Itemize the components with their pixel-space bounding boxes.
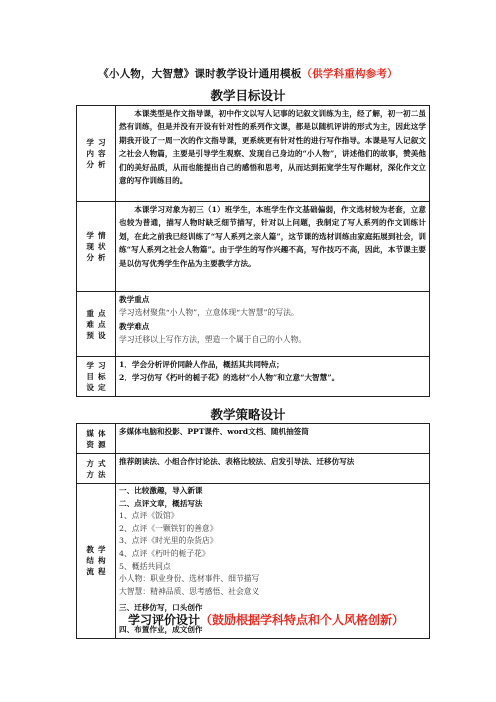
row-media [77, 424, 430, 454]
section-title-strategy: 教学策略设计 [210, 407, 286, 422]
text-learner-analysis: 本课学习对象为初三（1）班学生，本班学生作文基础偏弱，作文选材较为老套，立意也较为普通，描写人物时缺乏细节描写，针对以上问题，我制定了写人系列的作文训练计划，在此之前我已经训练了“写人系列之亲人篇”，这节课的选材训练由家庭拓展到社会，训练“写人系列之社会人物篇”。由于学生的写作兴趣不高，写作技巧不高，因此，本节课主要是以仿写优秀学生作品为主要教学方法。 [116, 202, 430, 292]
row-content-analysis [77, 106, 430, 202]
row-learning-goals [77, 357, 430, 397]
difficult-point-title: 教学难点 [119, 321, 150, 331]
step-2: 二、点评文章，概括写法 [119, 498, 203, 508]
row-learner-analysis [77, 202, 430, 292]
strategy-table [76, 423, 430, 639]
label-content-analysis: 学习内容分析 [77, 106, 116, 202]
cell-key-difficult [116, 292, 430, 357]
row-methods [77, 454, 430, 484]
summary-small-people: 小人物：职业身份、选材事件、细节描写 [119, 574, 260, 584]
goal-item: 2．学习仿写《朽叶的栀子花》的选材“小人物”和立意“大智慧”。 [119, 373, 340, 383]
evaluation-title-paren: （鼓励根据学科特点和个人风格创新） [200, 613, 405, 627]
summary-big-wisdom: 大智慧：精神品质、思考感悟、社会意义 [119, 586, 260, 596]
title-paren: （供学科重构参考） [301, 68, 398, 80]
section-title-evaluation [128, 611, 404, 628]
label-key-difficult: 重点难点预设 [77, 292, 116, 357]
text-methods: 推荐朗读法、小组合作讨论法、表格比较法、启发引导法、迁移仿写法 [116, 454, 430, 484]
row-key-difficult [77, 292, 430, 357]
evaluation-title-main: 学习评价设计 [128, 613, 201, 627]
title-main: 《小人物，大智慧》课时教学设计通用模板 [98, 68, 302, 80]
step-1: 一、比较激趣，导入新课 [119, 486, 203, 495]
label-structure: 教学结构流程 [77, 484, 116, 639]
section-title-goals: 教学目标设计 [210, 88, 286, 103]
sub-step: 3、点评《时光里的杂货店》 [119, 536, 218, 546]
text-media: 多媒体电脑和投影、PPT课件、word文档、随机抽签筒 [116, 424, 430, 454]
key-point-title: 教学重点 [119, 295, 150, 304]
label-learner-analysis: 学情现状分析 [77, 202, 116, 292]
sub-step: 1、点评《饭馆》 [119, 511, 179, 521]
difficult-point-text: 学习迁移以上写作方法，塑造一个属于自己的小人物。 [119, 335, 307, 345]
label-methods: 方式方法 [77, 454, 116, 484]
cell-learning-goals [116, 357, 430, 397]
label-media: 媒体资源 [77, 424, 116, 454]
page-title [0, 66, 496, 81]
step-3: 三、迁移仿写，口头创作 [119, 603, 203, 613]
step-4: 四、布置作业，成文创作 [119, 624, 203, 634]
label-learning-goals: 学习目标设定 [77, 357, 116, 397]
sub-step: 5、概括共同点 [119, 561, 171, 571]
goal-item: 1．学会分析评价同龄人作品，概括其共同特点； [119, 360, 284, 369]
text-content-analysis: 本课类型是作文指导课，初中作文以写人记事的记叙文训练为主，经了解，初一初二虽然有训练，但是并没有开设有针对性的系列作文课，都是以随机评讲的形式为主，因此这学期我开设了一周一次的作文指导课，更系统更有针对性的进行写作指导。本课是写人记叙文之社会人物篇，主要是引导学生观察、发现自己身边的“小人物”，讲述他们的故事，赞美他们的美好品质，从而也能提出自己的感悟和思考，从而达到拓宽学生写作题材，深化作文立意的写作训练目的。 [116, 106, 430, 202]
goals-table [76, 105, 430, 397]
key-point-text: 学习选材聚焦“小人物”，立意体现“大智慧”的写法。 [119, 308, 299, 318]
sub-step: 2、点评《一颗铁钉的善意》 [119, 523, 218, 533]
sub-step: 4、点评《朽叶的栀子花》 [119, 548, 210, 558]
